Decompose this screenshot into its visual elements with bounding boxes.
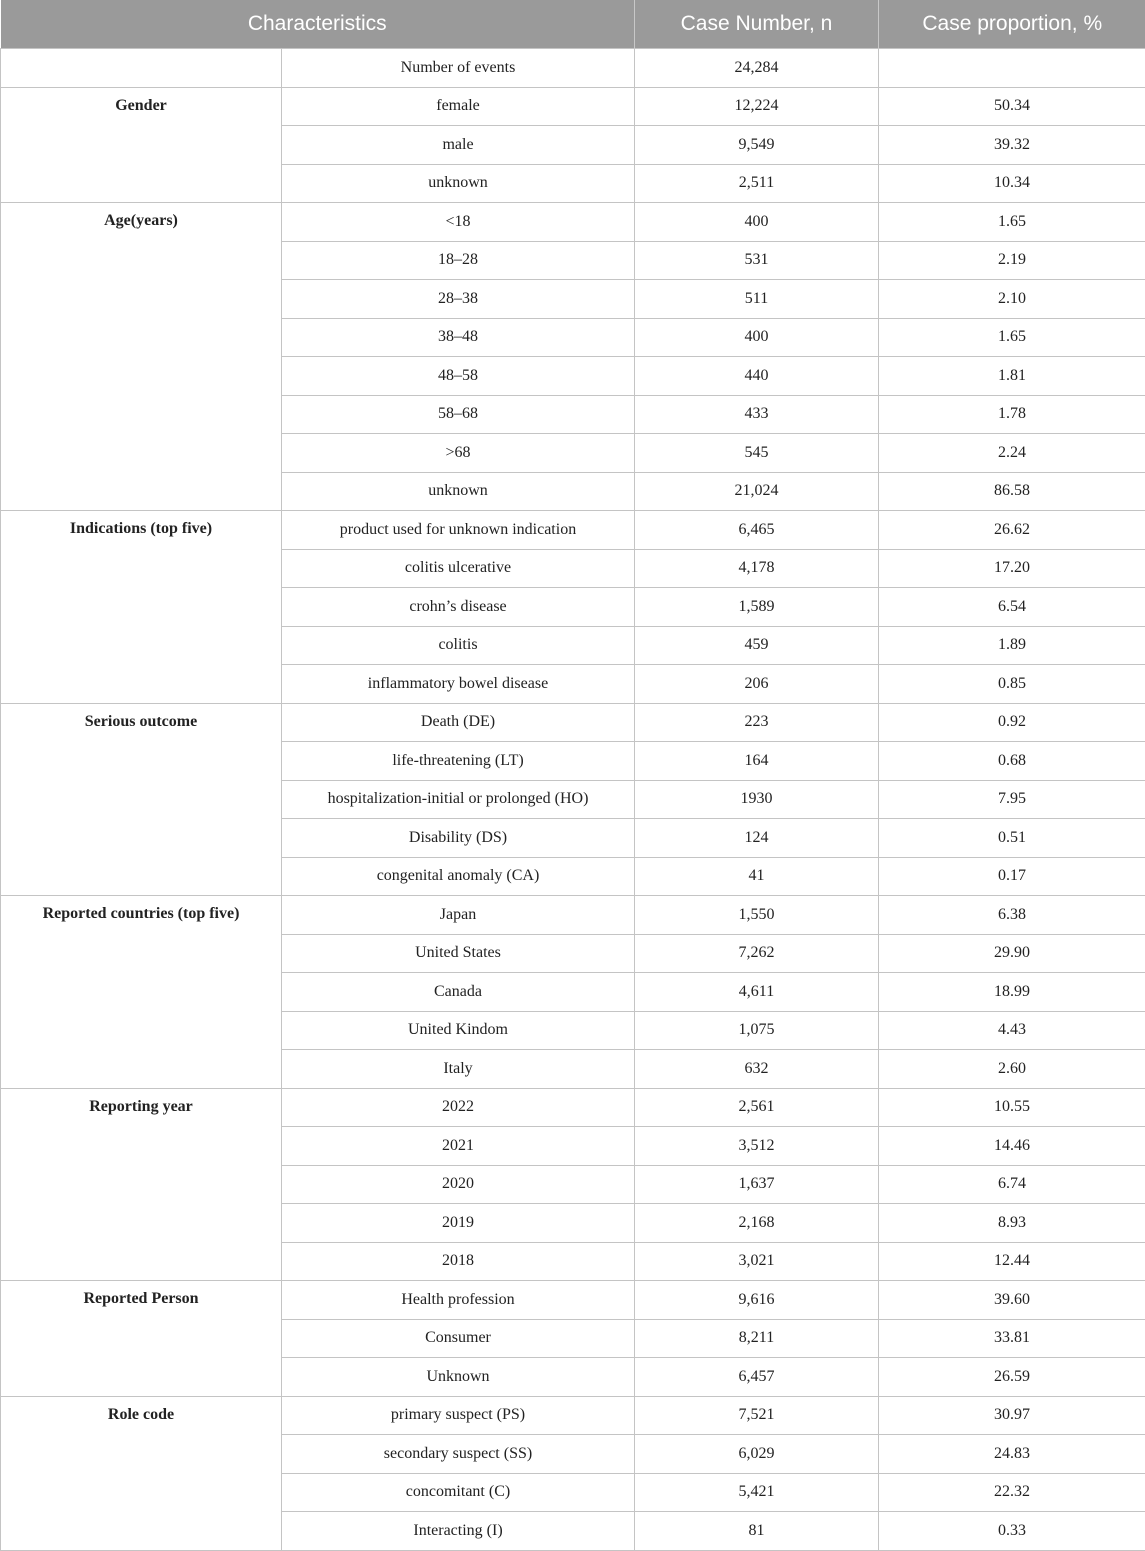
header-case-proportion: Case proportion, % (879, 0, 1145, 49)
item-cell: 2020 (282, 1165, 635, 1204)
case-number-cell: 459 (635, 626, 879, 665)
case-number-cell: 5,421 (635, 1473, 879, 1512)
item-cell: 2022 (282, 1088, 635, 1127)
item-cell: 58–68 (282, 395, 635, 434)
case-number-cell: 4,611 (635, 973, 879, 1012)
item-cell: Italy (282, 1050, 635, 1089)
item-cell: Disability (DS) (282, 819, 635, 858)
case-number-cell: 1,637 (635, 1165, 879, 1204)
item-cell: 2021 (282, 1127, 635, 1166)
case-number-cell: 9,616 (635, 1281, 879, 1320)
table-row (1, 1088, 1145, 1127)
category-cell: Reporting year (1, 1088, 282, 1281)
case-proportion-cell: 6.54 (879, 588, 1145, 627)
case-number-cell: 6,029 (635, 1435, 879, 1474)
case-proportion-cell: 86.58 (879, 472, 1145, 511)
case-number-cell: 2,168 (635, 1204, 879, 1243)
case-proportion-cell: 7.95 (879, 780, 1145, 819)
case-number-cell: 7,521 (635, 1396, 879, 1435)
case-number-cell: 2,511 (635, 164, 879, 203)
case-number-cell: 1,589 (635, 588, 879, 627)
item-cell: congenital anomaly (CA) (282, 857, 635, 896)
case-proportion-cell: 1.65 (879, 318, 1145, 357)
case-proportion-cell: 2.24 (879, 434, 1145, 473)
case-number-cell: 206 (635, 665, 879, 704)
case-number-cell: 3,512 (635, 1127, 879, 1166)
case-number-cell: 1,550 (635, 896, 879, 935)
case-proportion-cell: 22.32 (879, 1473, 1145, 1512)
case-number-cell: 511 (635, 280, 879, 319)
case-proportion-cell: 10.55 (879, 1088, 1145, 1127)
case-number-cell: 6,457 (635, 1358, 879, 1397)
item-cell: 28–38 (282, 280, 635, 319)
case-number-cell: 632 (635, 1050, 879, 1089)
case-proportion-cell: 1.65 (879, 203, 1145, 242)
case-number-cell: 124 (635, 819, 879, 858)
item-cell: 18–28 (282, 241, 635, 280)
case-proportion-cell: 39.60 (879, 1281, 1145, 1320)
case-proportion-cell: 0.17 (879, 857, 1145, 896)
item-cell: Death (DE) (282, 703, 635, 742)
header-case-number: Case Number, n (635, 0, 879, 49)
category-cell: Serious outcome (1, 703, 282, 896)
case-number-cell: 4,178 (635, 549, 879, 588)
table-row (1, 896, 1145, 935)
table-row-number-of-events (1, 49, 1145, 88)
case-proportion-cell: 39.32 (879, 126, 1145, 165)
category-cell (1, 49, 282, 88)
case-proportion-cell (879, 49, 1145, 88)
case-proportion-cell: 14.46 (879, 1127, 1145, 1166)
category-cell: Age(years) (1, 203, 282, 511)
case-number-cell: 400 (635, 203, 879, 242)
item-cell: <18 (282, 203, 635, 242)
table-row (1, 1281, 1145, 1320)
case-proportion-cell: 1.89 (879, 626, 1145, 665)
category-cell: Reported countries (top five) (1, 896, 282, 1089)
case-proportion-cell: 0.85 (879, 665, 1145, 704)
category-cell: Reported Person (1, 1281, 282, 1397)
item-cell: secondary suspect (SS) (282, 1435, 635, 1474)
case-number-cell: 545 (635, 434, 879, 473)
case-proportion-cell: 30.97 (879, 1396, 1145, 1435)
item-cell: 2018 (282, 1242, 635, 1281)
case-number-cell: 9,549 (635, 126, 879, 165)
case-number-cell: 12,224 (635, 87, 879, 126)
case-number-cell: 531 (635, 241, 879, 280)
item-cell: colitis (282, 626, 635, 665)
case-proportion-cell: 8.93 (879, 1204, 1145, 1243)
item-cell: concomitant (C) (282, 1473, 635, 1512)
case-number-cell: 1930 (635, 780, 879, 819)
item-cell: Interacting (I) (282, 1512, 635, 1551)
item-cell: life-threatening (LT) (282, 742, 635, 781)
item-cell: female (282, 87, 635, 126)
case-proportion-cell: 24.83 (879, 1435, 1145, 1474)
item-cell: Unknown (282, 1358, 635, 1397)
case-number-cell: 21,024 (635, 472, 879, 511)
case-proportion-cell: 4.43 (879, 1011, 1145, 1050)
case-proportion-cell: 26.59 (879, 1358, 1145, 1397)
item-cell: unknown (282, 472, 635, 511)
item-cell: Japan (282, 896, 635, 935)
item-cell: inflammatory bowel disease (282, 665, 635, 704)
case-proportion-cell: 50.34 (879, 87, 1145, 126)
case-number-cell: 164 (635, 742, 879, 781)
table-body (1, 49, 1145, 1551)
table-row (1, 1396, 1145, 1435)
item-cell: 48–58 (282, 357, 635, 396)
item-cell: Health profession (282, 1281, 635, 1320)
case-proportion-cell: 1.81 (879, 357, 1145, 396)
case-number-cell: 223 (635, 703, 879, 742)
item-cell: Number of events (282, 49, 635, 88)
case-proportion-cell: 0.68 (879, 742, 1145, 781)
case-number-cell: 24,284 (635, 49, 879, 88)
item-cell: 2019 (282, 1204, 635, 1243)
case-number-cell: 433 (635, 395, 879, 434)
case-proportion-cell: 18.99 (879, 973, 1145, 1012)
item-cell: 38–48 (282, 318, 635, 357)
category-cell: Role code (1, 1396, 282, 1550)
case-proportion-cell: 0.92 (879, 703, 1145, 742)
case-proportion-cell: 33.81 (879, 1319, 1145, 1358)
table-row (1, 87, 1145, 126)
case-number-cell: 8,211 (635, 1319, 879, 1358)
case-proportion-cell: 29.90 (879, 934, 1145, 973)
case-proportion-cell: 2.60 (879, 1050, 1145, 1089)
case-proportion-cell: 26.62 (879, 511, 1145, 550)
case-number-cell: 7,262 (635, 934, 879, 973)
case-proportion-cell: 1.78 (879, 395, 1145, 434)
case-number-cell: 440 (635, 357, 879, 396)
case-number-cell: 1,075 (635, 1011, 879, 1050)
item-cell: product used for unknown indication (282, 511, 635, 550)
header-characteristics: Characteristics (1, 0, 635, 49)
case-proportion-cell: 10.34 (879, 164, 1145, 203)
item-cell: colitis ulcerative (282, 549, 635, 588)
table-row (1, 703, 1145, 742)
case-number-cell: 2,561 (635, 1088, 879, 1127)
case-number-cell: 400 (635, 318, 879, 357)
item-cell: United States (282, 934, 635, 973)
case-proportion-cell: 12.44 (879, 1242, 1145, 1281)
case-proportion-cell: 2.10 (879, 280, 1145, 319)
case-proportion-cell: 6.74 (879, 1165, 1145, 1204)
table-row (1, 203, 1145, 242)
item-cell: unknown (282, 164, 635, 203)
case-proportion-cell: 0.51 (879, 819, 1145, 858)
header-row (1, 0, 1145, 49)
category-cell: Gender (1, 87, 282, 203)
category-cell: Indications (top five) (1, 511, 282, 704)
table-row (1, 511, 1145, 550)
case-number-cell: 41 (635, 857, 879, 896)
item-cell: hospitalization-initial or prolonged (HO) (282, 780, 635, 819)
case-proportion-cell: 2.19 (879, 241, 1145, 280)
case-number-cell: 3,021 (635, 1242, 879, 1281)
case-proportion-cell: 6.38 (879, 896, 1145, 935)
item-cell: >68 (282, 434, 635, 473)
case-proportion-cell: 17.20 (879, 549, 1145, 588)
item-cell: crohn’s disease (282, 588, 635, 627)
item-cell: United Kindom (282, 1011, 635, 1050)
item-cell: primary suspect (PS) (282, 1396, 635, 1435)
item-cell: male (282, 126, 635, 165)
case-proportion-cell: 0.33 (879, 1512, 1145, 1551)
item-cell: Canada (282, 973, 635, 1012)
table-header (1, 0, 1145, 49)
item-cell: Consumer (282, 1319, 635, 1358)
case-number-cell: 6,465 (635, 511, 879, 550)
case-number-cell: 81 (635, 1512, 879, 1551)
